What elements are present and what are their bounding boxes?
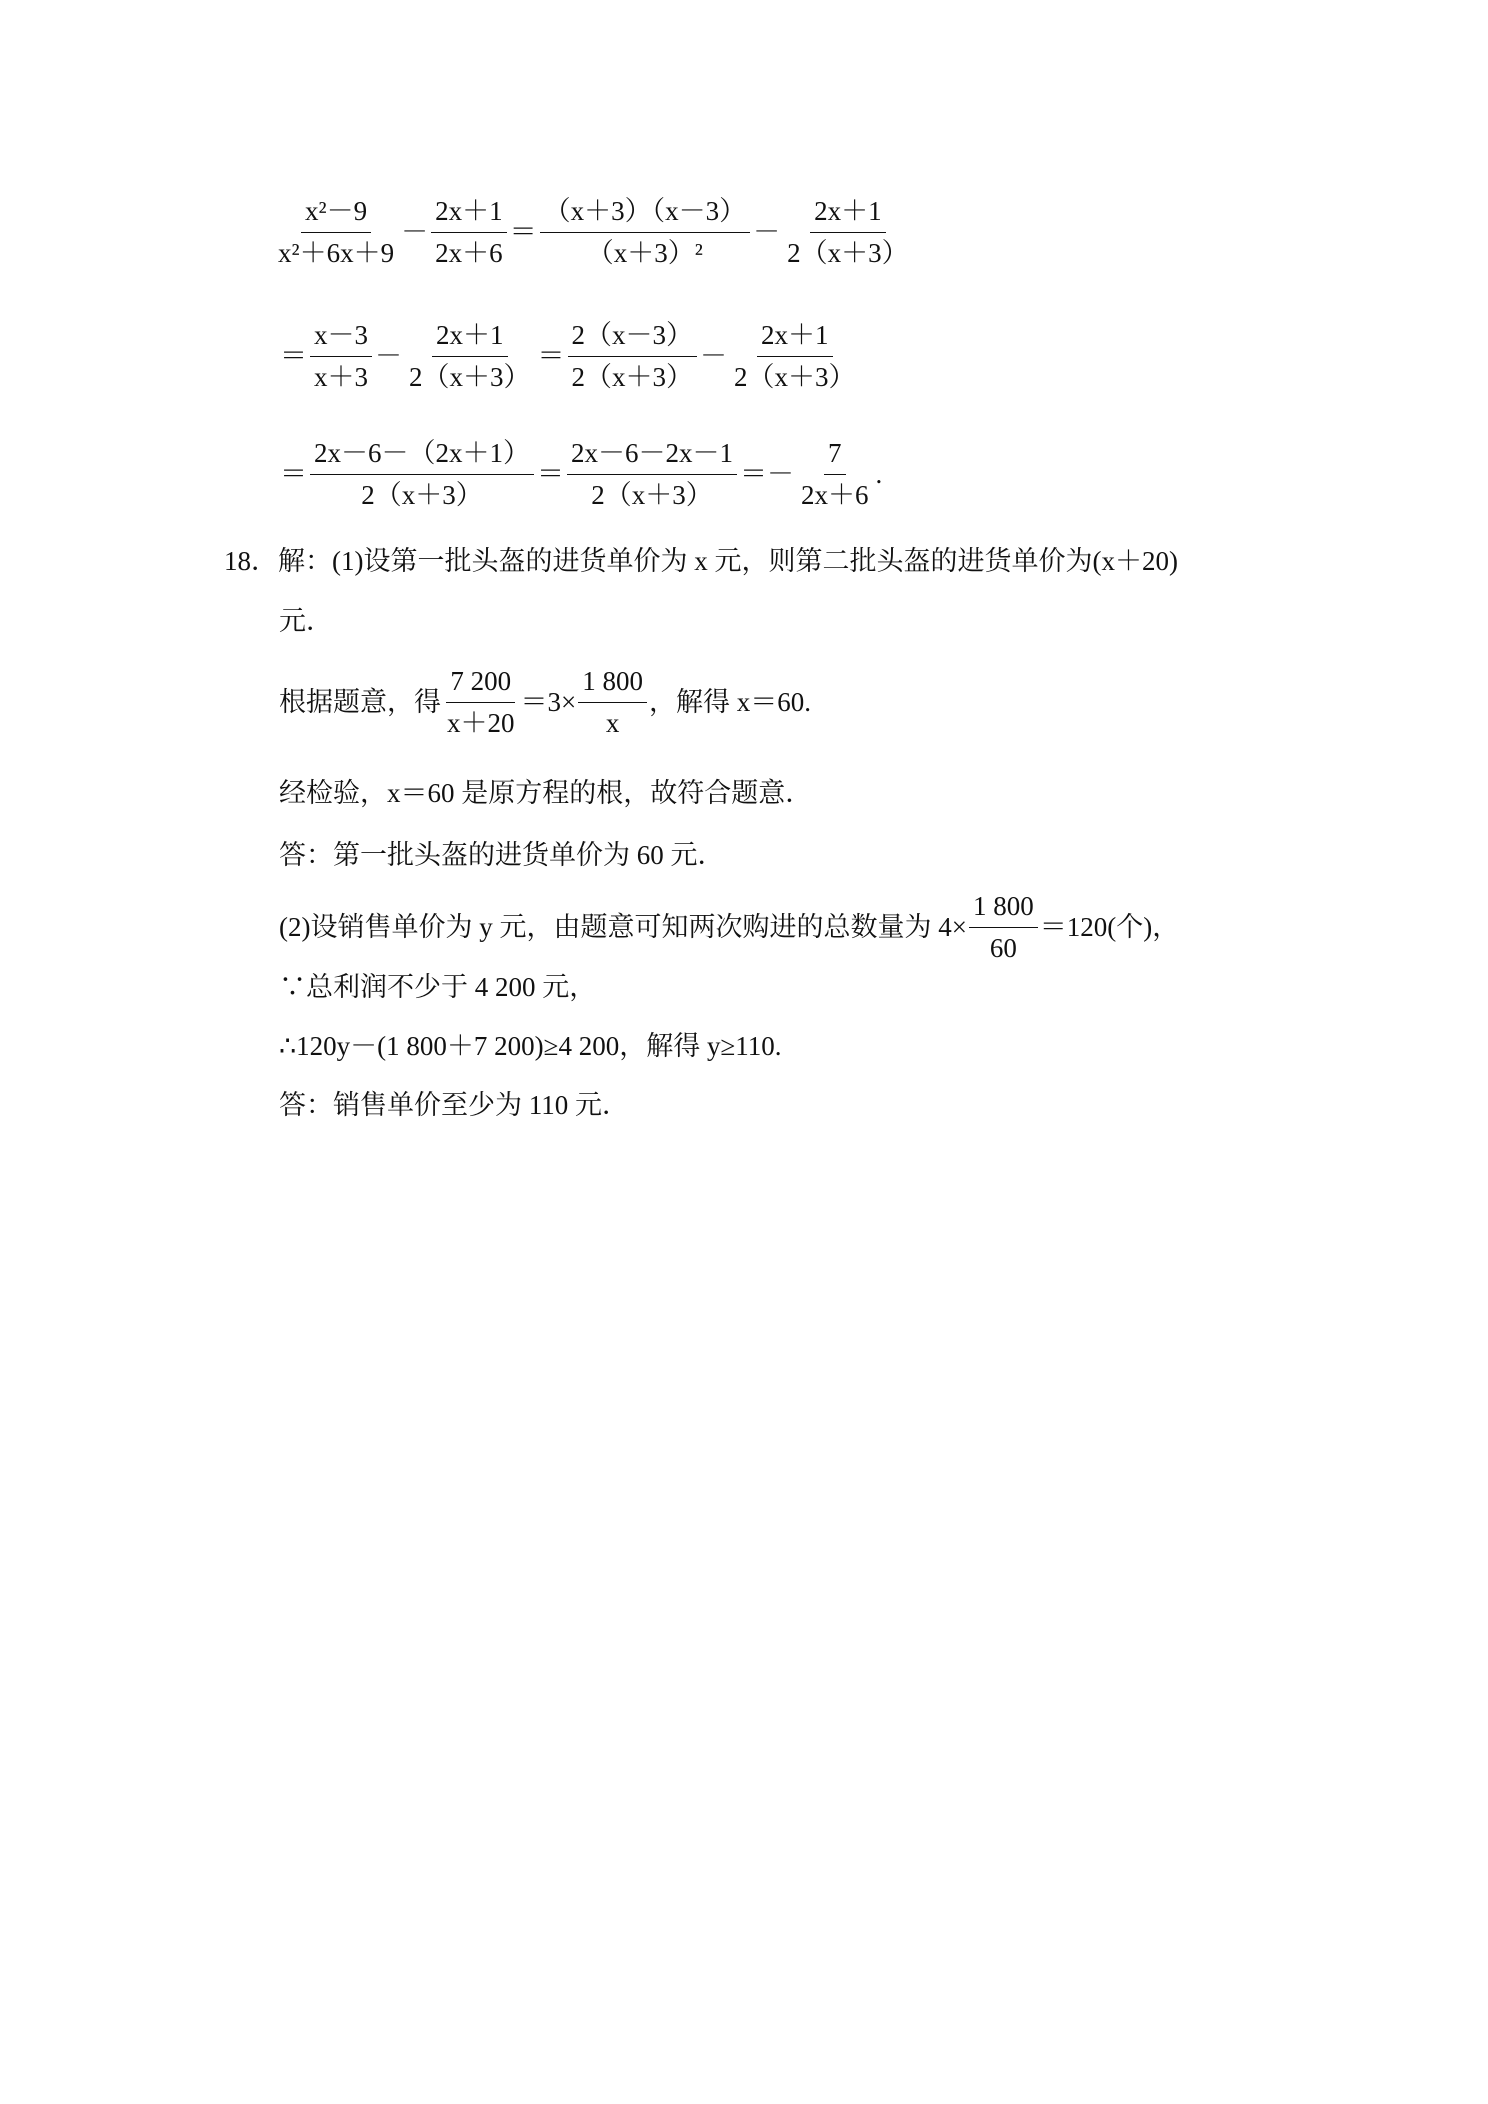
operator: ＝ xyxy=(537,459,564,489)
fraction xyxy=(405,322,535,391)
fraction xyxy=(783,198,913,267)
operator: － xyxy=(700,341,727,371)
denominator: x＋20 xyxy=(447,708,515,738)
operator: ＝ xyxy=(280,341,307,371)
period: . xyxy=(875,459,883,489)
operator: － xyxy=(375,341,402,371)
equation-line-2 xyxy=(279,322,862,391)
denominator: 2（x＋3） xyxy=(571,362,693,392)
text-suffix: ＝120(个)， xyxy=(1039,912,1180,942)
numerator: 2x－6－（2x＋1） xyxy=(310,440,534,475)
numerator: 2x＋1 xyxy=(431,198,507,233)
numerator: 2x＋1 xyxy=(810,198,886,233)
operator: ＝ xyxy=(509,217,537,247)
numerator: 2x＋1 xyxy=(432,322,508,357)
text-prefix: 根据题意，得 xyxy=(279,687,441,717)
denominator: （x＋3）² xyxy=(586,238,703,268)
denominator: 60 xyxy=(989,933,1017,963)
numerator: 2x＋1 xyxy=(757,322,833,357)
equation-line-3 xyxy=(279,440,883,509)
numerator: 7 xyxy=(824,440,846,475)
fraction xyxy=(540,198,751,267)
fraction xyxy=(443,668,519,737)
text-middle: ＝3× xyxy=(520,687,577,717)
fraction xyxy=(568,322,698,391)
denominator: x＋3 xyxy=(314,362,368,392)
numerator: 7 200 xyxy=(446,668,515,703)
q18-line-5: 答：第一批头盔的进货单价为 60 元． xyxy=(279,840,725,870)
q18-line-7: ∵总利润不少于 4 200 元， xyxy=(279,972,597,1002)
denominator: x²＋6x＋9 xyxy=(278,238,395,268)
fraction xyxy=(310,440,534,509)
numerator: （x＋3）（x－3） xyxy=(540,198,751,233)
fraction xyxy=(797,440,873,509)
fraction xyxy=(310,322,372,391)
numerator: 1 800 xyxy=(578,668,647,703)
q18-line-1: 18．解：(1)设第一批头盔的进货单价为 x 元，则第二批头盔的进货单价为(x＋20) xyxy=(224,546,1178,576)
operator: － xyxy=(753,217,781,247)
text-suffix: ，解得 x＝60. xyxy=(648,687,811,717)
numerator: 2（x－3） xyxy=(568,322,698,357)
denominator: 2（x＋3） xyxy=(787,238,909,268)
fraction xyxy=(578,668,647,737)
operator: ＝－ xyxy=(740,459,794,489)
denominator: 2（x＋3） xyxy=(361,480,483,510)
q18-line-2: 元． xyxy=(279,606,333,636)
denominator: 2（x＋3） xyxy=(409,362,531,392)
q18-line-8: ∴120y－(1 800＋7 200)≥4 200，解得 y≥110. xyxy=(279,1031,782,1061)
operator: － xyxy=(401,217,429,247)
numerator: x²－9 xyxy=(301,198,371,233)
equation-line-1 xyxy=(272,198,915,267)
numerator: 2x－6－2x－1 xyxy=(567,440,737,475)
fraction xyxy=(730,322,860,391)
numerator: x－3 xyxy=(310,322,372,357)
fraction xyxy=(969,893,1038,962)
fraction xyxy=(431,198,507,267)
q18-line-9: 答：销售单价至少为 110 元． xyxy=(279,1090,629,1120)
numerator: 1 800 xyxy=(969,893,1038,928)
denominator: 2x＋6 xyxy=(435,238,503,268)
denominator: 2（x＋3） xyxy=(591,480,713,510)
denominator: 2x＋6 xyxy=(801,480,869,510)
operator: ＝ xyxy=(280,459,307,489)
q18-line-3 xyxy=(279,668,811,737)
q18-line-6 xyxy=(279,893,1179,962)
denominator: x xyxy=(605,708,620,738)
q18-line-4: 经检验，x＝60 是原方程的根，故符合题意． xyxy=(279,778,813,808)
text-prefix: (2)设销售单价为 y 元，由题意可知两次购进的总数量为 4× xyxy=(279,912,967,942)
operator: ＝ xyxy=(537,341,565,371)
fraction xyxy=(274,198,398,267)
denominator: 2（x＋3） xyxy=(734,362,856,392)
fraction xyxy=(567,440,737,509)
